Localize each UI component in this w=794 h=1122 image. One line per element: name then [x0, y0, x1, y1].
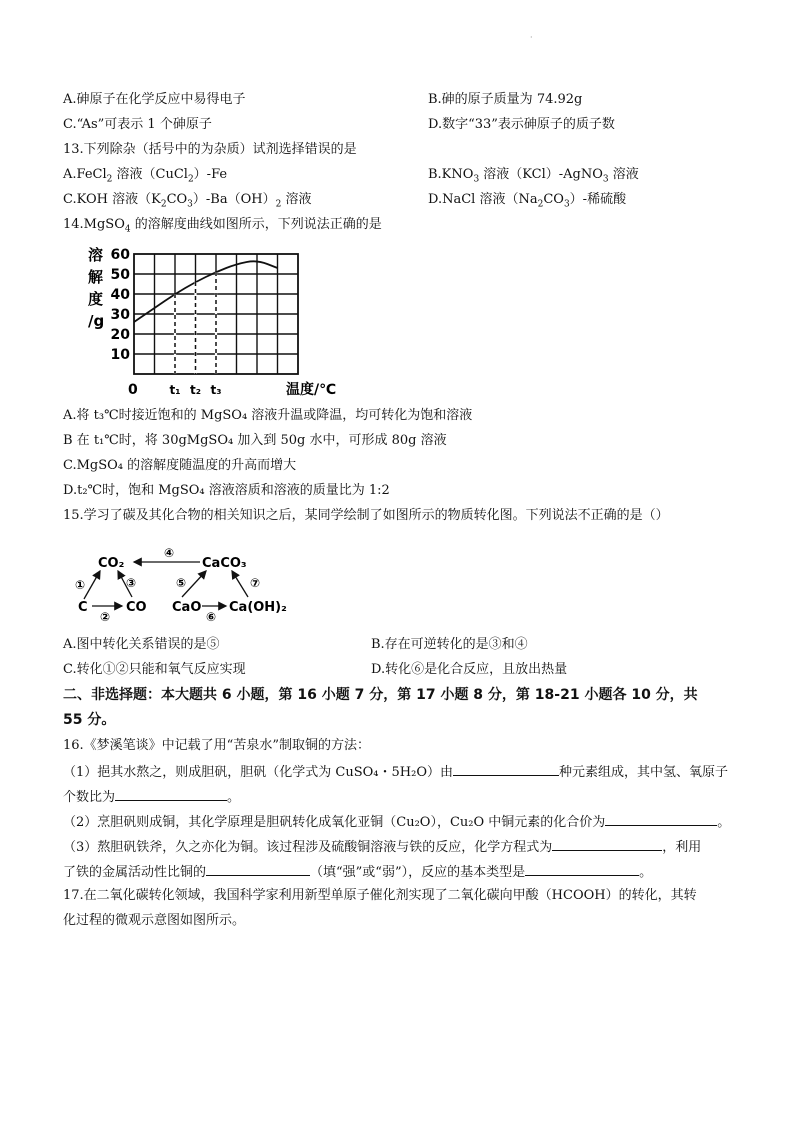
answer-blank[interactable] — [453, 762, 559, 776]
chart-curve-group — [134, 261, 278, 374]
x-tick-label: t₂ — [190, 383, 201, 397]
solubility-curve — [134, 261, 278, 322]
num-3: ③ — [126, 576, 137, 590]
y-tick-label: 10 — [110, 347, 130, 363]
text: （填“强”或“弱”），反应的基本类型是 — [310, 865, 526, 880]
carbon-conversion-svg — [72, 545, 312, 623]
q17-line1: 17.在二氧化碳转化领域，我国科学家利用新型单原子催化剂实现了二氧化碳向甲酸（HCOOH）的转化，其转 — [63, 888, 697, 903]
answer-blank[interactable] — [525, 862, 639, 876]
answer-blank[interactable] — [552, 837, 662, 851]
text: CO — [543, 192, 564, 207]
subscript: 2 — [275, 199, 282, 210]
chart-yticks — [111, 247, 131, 363]
q14-option-c: C.MgSO₄ 的溶解度随温度的升高而增大 — [63, 458, 297, 473]
num-5: ⑤ — [176, 576, 187, 590]
ylabel-char: 度 — [88, 290, 104, 308]
ylabel-char: 解 — [88, 268, 104, 286]
label-co2: CO₂ — [98, 556, 125, 571]
label-c: C — [78, 600, 88, 615]
x-tick-origin: 0 — [128, 382, 138, 398]
text: 种元素组成，其中氢、氧原子 — [558, 765, 728, 780]
text: CO — [166, 192, 188, 207]
text: C.KOH 溶液（K — [63, 192, 161, 207]
q12-option-d: D.数字“33”表示砷原子的质子数 — [428, 117, 615, 132]
text: 。 — [639, 865, 653, 880]
q14-option-b: B 在 t₁℃时，将 30gMgSO₄ 加入到 50g 水中，可形成 80g 溶液 — [63, 433, 447, 448]
text: ，利用 — [662, 840, 702, 855]
text: B.KNO — [428, 167, 474, 182]
label-caoh2: Ca(OH)₂ — [229, 600, 287, 615]
scan-dot: · — [530, 33, 533, 42]
y-tick-label: 50 — [110, 267, 130, 283]
text: ）-Fe — [193, 167, 228, 182]
text: ）-Ba（OH） — [192, 192, 276, 207]
text: 。 — [717, 815, 731, 830]
answer-blank[interactable] — [115, 787, 227, 801]
q13-option-b — [428, 166, 639, 189]
y-tick-label: 30 — [110, 307, 130, 323]
num-6: ⑥ — [206, 610, 217, 623]
ylabel-char: /g — [88, 312, 105, 330]
text: 。 — [227, 790, 241, 805]
label-cao: CaO — [172, 600, 202, 615]
text: A.FeCl — [63, 167, 107, 182]
q15-option-d: D.转化⑥是化合反应，且放出热量 — [371, 662, 568, 677]
arrow-7 — [232, 571, 248, 597]
subscript: 2 — [106, 174, 113, 185]
subscript: 3 — [563, 199, 570, 210]
q15-stem: 15.学习了碳及其化合物的相关知识之后，某同学绘制了如图所示的物质转化图。下列说法不正确的是（） — [63, 508, 669, 523]
text: 溶液 — [281, 192, 312, 207]
subscript: 2 — [537, 199, 544, 210]
q16-part1-line1 — [63, 762, 728, 782]
section2-heading-line1: 二、非选择题：本大题共 6 小题，第 16 小题 7 分，第 17 小题 8 分，第 18-21 小题各 10 分，共 — [63, 687, 698, 703]
q16-part1-line2 — [63, 787, 240, 807]
text: 溶液 — [608, 167, 639, 182]
text: （2）烹胆矾则成铜，其化学原理是胆矾转化成氧化亚铜（Cu₂O），Cu₂O 中铜元素的化合价为 — [63, 815, 606, 830]
text: D.NaCl 溶液（Na — [428, 192, 538, 207]
x-tick-label: t₁ — [169, 383, 181, 397]
q13-stem: 13.下列除杂（括号中的为杂质）试剂选择错误的是 — [63, 142, 357, 157]
solubility-chart-svg — [78, 242, 378, 402]
text: 溶液（CuCl — [112, 167, 188, 182]
q14-option-a: A.将 t₃℃时接近饱和的 MgSO₄ 溶液升温或降温，均可转化为饱和溶液 — [63, 408, 473, 423]
q15-option-c: C.转化①②只能和氧气反应实现 — [63, 662, 246, 677]
chart-xticks — [128, 381, 336, 398]
section2-heading-line2: 55 分。 — [63, 712, 116, 728]
subscript: 3 — [187, 199, 193, 210]
subscript: 3 — [602, 174, 609, 185]
text: （3）熬胆矾铁斧，久之亦化为铜。该过程涉及硫酸铜溶液与铁的反应，化学方程式为 — [63, 840, 553, 855]
num-1: ① — [75, 578, 86, 592]
chart-ylabel — [88, 246, 104, 330]
q12-option-c: C.“As”可表示 1 个砷原子 — [63, 117, 212, 132]
text: 溶液（KCl）-AgNO — [479, 167, 603, 182]
y-tick-label: 60 — [110, 247, 130, 263]
q16-part3-line1 — [63, 837, 701, 857]
q16-part3-line2 — [63, 862, 652, 882]
text: （1）挹其水熬之，则成胆矾，胆矾（化学式为 CuSO₄・5H₂O）由 — [63, 765, 453, 780]
x-axis-label: 温度/℃ — [286, 382, 337, 398]
q13-option-a — [63, 166, 227, 189]
carbon-conversion-scheme — [72, 545, 312, 623]
q14-stem — [63, 216, 382, 239]
num-4: ④ — [164, 546, 175, 560]
label-co: CO — [126, 600, 147, 615]
q16-part2 — [63, 812, 730, 832]
q16-stem: 16.《梦溪笔谈》中记载了用“苦泉水”制取铜的方法： — [63, 738, 370, 753]
label-caco3: CaCO₃ — [202, 556, 247, 571]
q12-option-b: B.砷的原子质量为 74.92g — [428, 92, 583, 107]
q15-option-a: A.图中转化关系错误的是⑤ — [63, 637, 220, 652]
subscript: 2 — [160, 199, 167, 210]
q17-line2: 化过程的微观示意图如图所示。 — [63, 913, 246, 928]
subscript: 4 — [124, 224, 131, 235]
q13-option-c — [63, 191, 311, 214]
answer-blank[interactable] — [605, 812, 717, 826]
text: 了铁的金属活动性比铜的 — [63, 865, 207, 880]
num-7: ⑦ — [250, 576, 261, 590]
q12-option-a: A.砷原子在化学反应中易得电子 — [63, 92, 246, 107]
x-tick-label: t₃ — [210, 383, 222, 397]
solubility-chart — [78, 242, 378, 402]
y-tick-label: 40 — [110, 287, 130, 303]
subscript: 3 — [473, 174, 480, 185]
text: ）-稀硫酸 — [569, 192, 627, 207]
y-tick-label: 20 — [110, 327, 130, 343]
q13-option-d — [428, 191, 626, 214]
arrow-1 — [84, 571, 100, 599]
ylabel-char: 溶 — [88, 246, 104, 264]
q14-option-d: D.t₂℃时，饱和 MgSO₄ 溶液溶质和溶液的质量比为 1:2 — [63, 483, 390, 498]
answer-blank[interactable] — [206, 862, 310, 876]
subscript: 2 — [187, 174, 194, 185]
text: 个数比为 — [63, 790, 116, 805]
q15-option-b: B.存在可逆转化的是③和④ — [371, 637, 528, 652]
text: 的溶解度曲线如图所示，下列说法正确的是 — [130, 217, 382, 232]
text: 14.MgSO — [63, 217, 125, 232]
num-2: ② — [100, 610, 111, 623]
